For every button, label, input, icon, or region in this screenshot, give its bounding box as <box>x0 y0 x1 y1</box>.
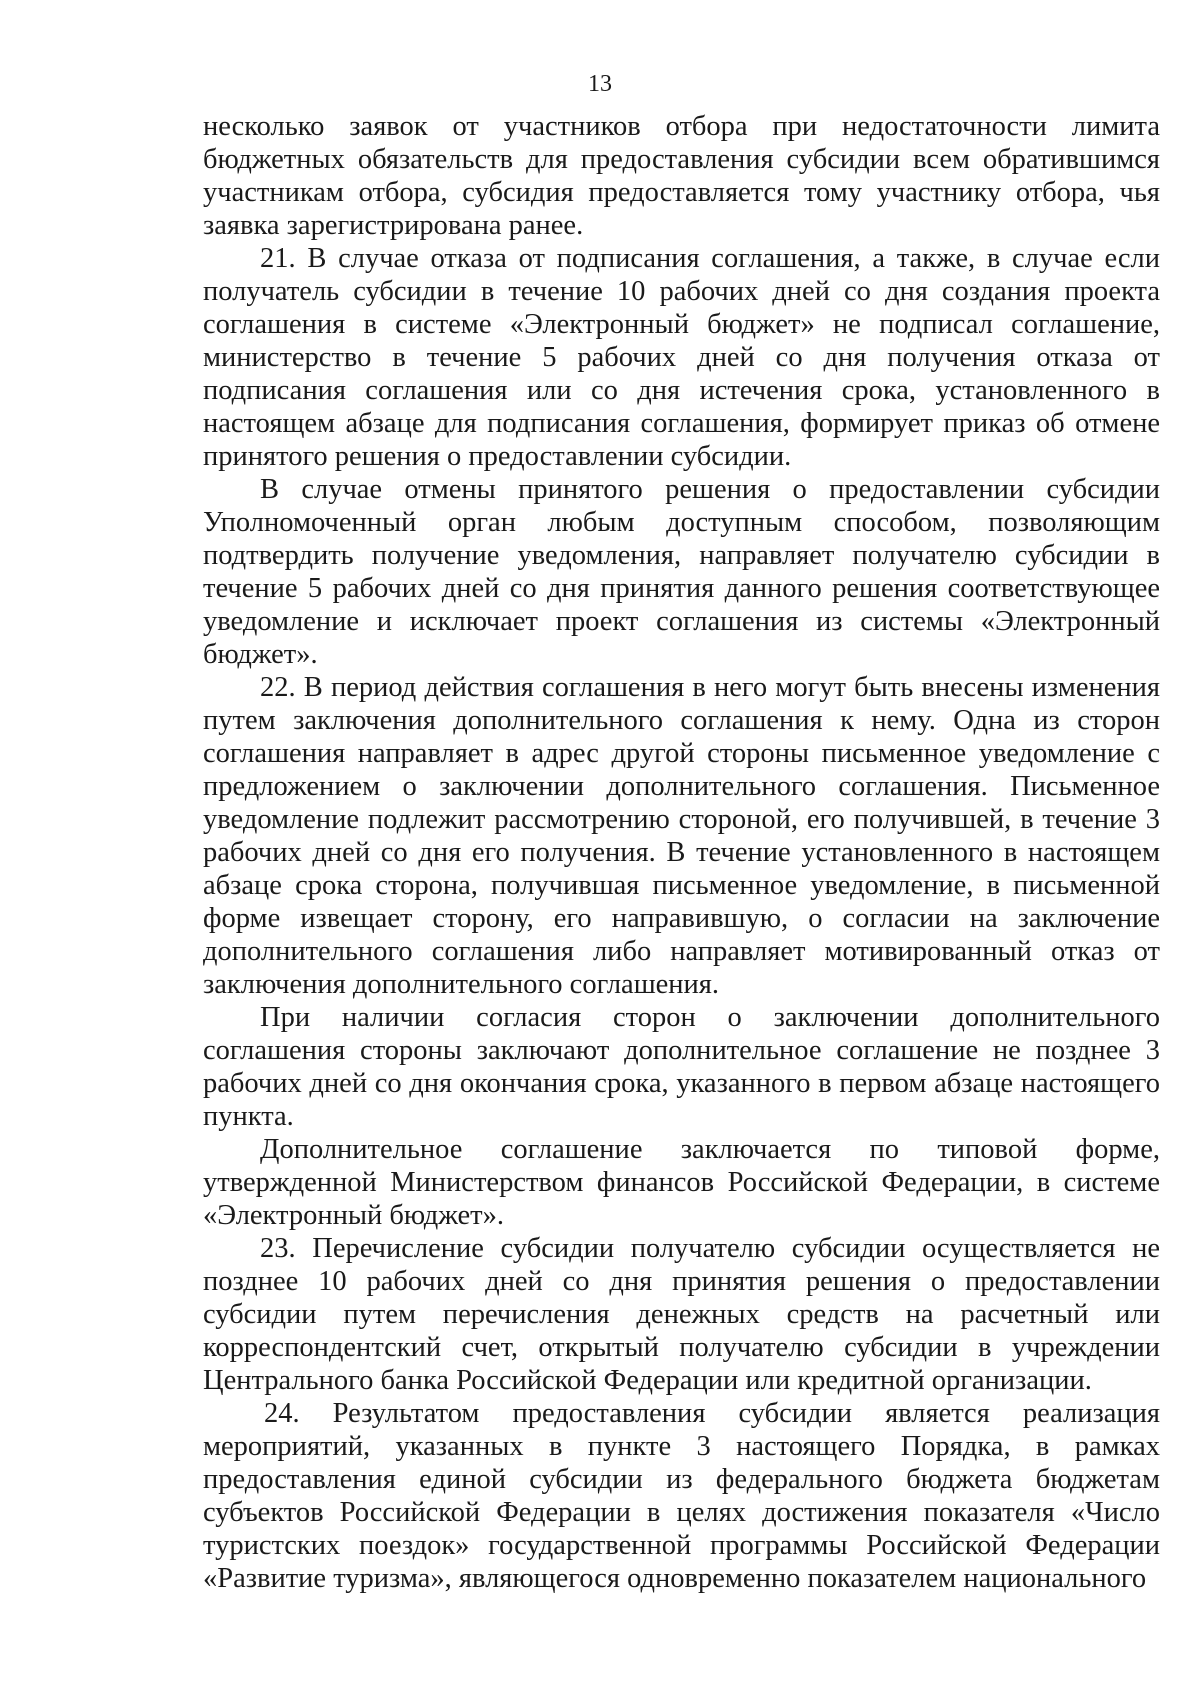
paragraph-clause-21: 21. В случае отказа от подписания соглашения, а также, в случае если получатель субсидии в течение 10 рабочих дней со дня создания проекта соглашения в системе «Электронный бюджет» не подписал соглашение, министерство в течение 5 рабочих дней со дня получения отказа от подписания соглашения или со дня истечения срока, установленного в настоящем абзаце для подписания соглашения, формирует приказ об отмене принятого решения о предоставлении субсидии. <box>203 243 1160 472</box>
document-body <box>203 110 1160 1595</box>
paragraph-continuation: несколько заявок от участников отбора при недостаточности лимита бюджетных обязательств для предоставления субсидии всем обратившимся участникам отбора, субсидия предоставляется тому участнику отбора, чья заявка зарегистрирована ранее. <box>203 111 1160 241</box>
paragraph-clause-22-consent: При наличии согласия сторон о заключении дополнительного соглашения стороны заключают дополнительное соглашение не позднее 3 рабочих дней со дня окончания срока, указанного в первом абзаце настоящего пункта. <box>203 1002 1160 1132</box>
paragraph-clause-22-form: Дополнительное соглашение заключается по типовой форме, утвержденной Министерством финансов Российской Федерации, в системе «Электронный бюджет». <box>203 1134 1160 1231</box>
paragraph-clause-23: 23. Перечисление субсидии получателю субсидии осуществляется не позднее 10 рабочих дней со дня принятия решения о предоставлении субсидии путем перечисления денежных средств на расчетный или корреспондентский счет, открытый получателю субсидии в учреждении Центрального банка Российской Федерации или кредитной организации. <box>203 1233 1160 1396</box>
paragraph-clause-22: 22. В период действия соглашения в него могут быть внесены изменения путем заключения дополнительного соглашения к нему. Одна из сторон соглашения направляет в адрес другой стороны письменное уведомление с предложением о заключении дополнительного соглашения. Письменное уведомление подлежит рассмотрению стороной, его получившей, в течение 3 рабочих дней со дня его получения. В течение установленного в настоящем абзаце срока сторона, получившая письменное уведомление, в письменной форме извещает сторону, его направившую, о согласии на заключение дополнительного соглашения либо направляет мотивированный отказ от заключения дополнительного соглашения. <box>203 672 1160 1000</box>
paragraph-clause-24: 24. Результатом предоставления субсидии является реализация мероприятий, указанных в пункте 3 настоящего Порядка, в рамках предоставления единой субсидии из федерального бюджета бюджетам субъектов Российской Федерации в целях достижения показателя «Число туристских поездок» государственной программы Российской Федерации «Развитие туризма», являющегося одновременно показателем национального <box>203 1398 1160 1594</box>
page-number: 13 <box>588 71 612 97</box>
paragraph-clause-21-cancellation: В случае отмены принятого решения о предоставлении субсидии Уполномоченный орган любым доступным способом, позволяющим подтвердить получение уведомления, направляет получателю субсидии в течение 5 рабочих дней со дня принятия данного решения соответствующее уведомление и исключает проект соглашения из системы «Электронный бюджет». <box>203 474 1160 670</box>
